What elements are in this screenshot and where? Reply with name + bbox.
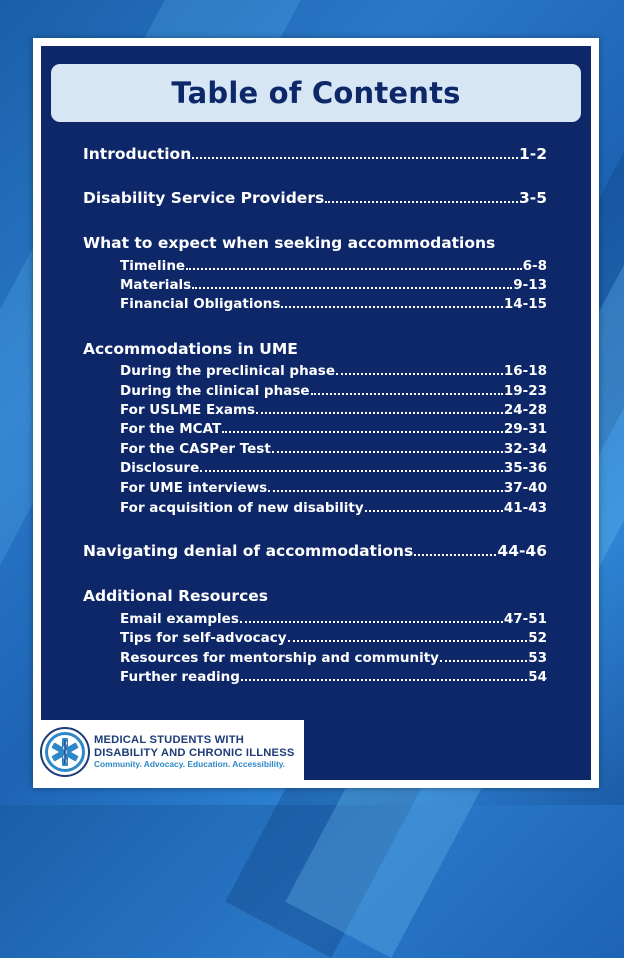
dot-leader [440, 660, 527, 662]
toc-subentry[interactable] [120, 460, 547, 476]
toc-page-range: 3-5 [518, 189, 547, 207]
toc-entry-label: For USLME Exams [120, 402, 256, 418]
toc-page-range: 16-18 [503, 363, 547, 379]
toc-entry-label: Resources for mentorship and community [120, 650, 439, 666]
toc-entry-label: For acquisition of new disability [120, 500, 364, 516]
toc-page-range: 37-40 [503, 480, 547, 496]
logo-tagline: Community. Advocacy. Education. Accessibility. [94, 758, 286, 769]
toc-section-heading: What to expect when seeking accommodations [83, 234, 496, 252]
toc-subentry[interactable] [120, 480, 547, 496]
toc-entry-label: For the MCAT [120, 421, 222, 437]
toc-page-range: 54 [528, 669, 547, 685]
dot-leader [336, 373, 503, 375]
toc-entry-label: Further reading [120, 669, 240, 685]
toc-section-heading: Accommodations in UME [83, 340, 298, 358]
toc-entry-label: Introduction [83, 145, 192, 163]
toc-page-range: 24-28 [503, 402, 547, 418]
toc-subentry[interactable] [120, 296, 547, 312]
toc-page-range: 32-34 [503, 441, 547, 457]
toc-subentry[interactable] [120, 258, 547, 274]
toc-entry-label: Email examples [120, 611, 239, 627]
logo-name-line-1: MEDICAL STUDENTS WITH [94, 733, 245, 746]
toc-page-range: 41-43 [503, 500, 547, 516]
toc-subentry[interactable] [120, 500, 547, 516]
toc-page-range: 14-15 [503, 296, 547, 312]
star-of-life-icon [40, 727, 90, 777]
dot-leader [365, 510, 503, 512]
toc-page-range: 6-8 [522, 258, 547, 274]
toc-subentry[interactable] [120, 669, 547, 685]
toc-page-range: 35-36 [503, 460, 547, 476]
toc-entry-label: Materials [120, 277, 192, 293]
title-banner [51, 64, 581, 122]
toc-subentry[interactable] [120, 383, 547, 399]
toc-entry[interactable] [83, 189, 547, 207]
toc-subentry[interactable] [120, 611, 547, 627]
dot-leader [272, 451, 503, 453]
toc-entry[interactable] [83, 145, 547, 163]
dot-leader [240, 621, 503, 623]
toc-entry-label: For UME interviews [120, 480, 268, 496]
toc-page-range: 1-2 [518, 145, 547, 163]
dot-leader [288, 640, 528, 642]
toc-subentry[interactable] [120, 650, 547, 666]
toc-page-range: 9-13 [513, 277, 547, 293]
toc-entry-label: During the clinical phase [120, 383, 310, 399]
dot-leader [186, 268, 522, 270]
toc-subentry[interactable] [120, 277, 547, 293]
dot-leader [414, 554, 496, 556]
dot-leader [256, 412, 503, 414]
toc-page-range: 52 [528, 630, 547, 646]
toc-page-range: 29-31 [503, 421, 547, 437]
logo-name-line-2: DISABILITY AND CHRONIC ILLNESS [94, 746, 295, 759]
toc-subentry[interactable] [120, 630, 547, 646]
toc-entry[interactable] [83, 542, 547, 560]
page-title: Table of Contents [171, 76, 461, 110]
toc-subentry[interactable] [120, 402, 547, 418]
dot-leader [192, 157, 518, 159]
toc-entry-label: Disclosure [120, 460, 200, 476]
toc-page-range: 47-51 [503, 611, 547, 627]
dot-leader [192, 287, 512, 289]
dot-leader [281, 306, 502, 308]
dot-leader [311, 393, 503, 395]
toc-subentry[interactable] [120, 421, 547, 437]
dot-leader [268, 490, 503, 492]
toc-page-range: 53 [528, 650, 547, 666]
toc-entry-label: Timeline [120, 258, 186, 274]
dot-leader [200, 470, 503, 472]
toc-page-range: 19-23 [503, 383, 547, 399]
toc-entry-label: Navigating denial of accommodations [83, 542, 414, 560]
toc-subentry[interactable] [120, 363, 547, 379]
toc-entry-label: During the preclinical phase [120, 363, 335, 379]
toc-entry-label: Tips for self-advocacy [120, 630, 287, 646]
toc-section-heading: Additional Resources [83, 587, 269, 605]
toc-entry-label: For the CASPer Test [120, 441, 271, 457]
organization-logo [36, 720, 304, 783]
dot-leader [222, 431, 503, 433]
dot-leader [241, 679, 527, 681]
toc-subentry[interactable] [120, 441, 547, 457]
toc-page-range: 44-46 [497, 542, 547, 560]
toc-entry-label: Financial Obligations [120, 296, 281, 312]
dot-leader [325, 201, 518, 203]
toc-entry-label: Disability Service Providers [83, 189, 325, 207]
